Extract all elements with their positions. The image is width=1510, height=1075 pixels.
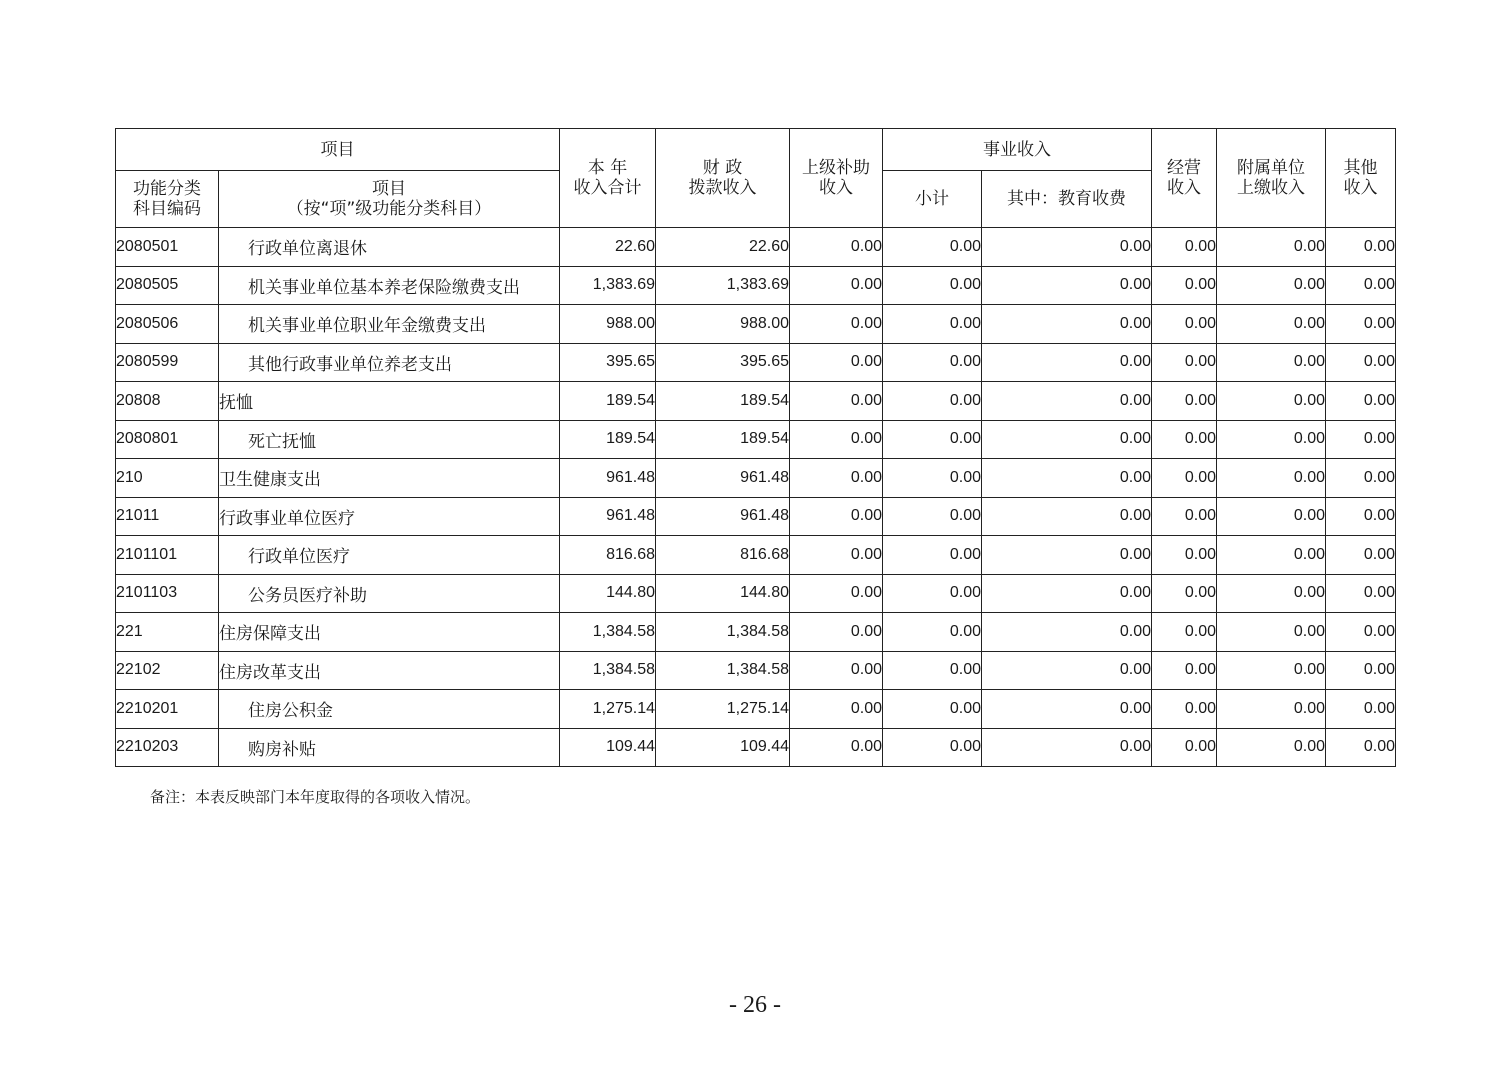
row-value: 0.00 [790, 459, 883, 498]
row-value: 109.44 [656, 728, 790, 767]
row-value: 0.00 [790, 497, 883, 536]
table-row [116, 497, 1396, 536]
row-value: 1,383.69 [656, 266, 790, 305]
table-row [116, 613, 1396, 652]
row-value: 0.00 [982, 574, 1152, 613]
row-value: 961.48 [560, 459, 656, 498]
row-value: 0.00 [982, 728, 1152, 767]
row-name: 机关事业单位基本养老保险缴费支出 [219, 266, 560, 305]
row-value: 0.00 [1217, 690, 1326, 729]
row-value: 961.48 [656, 497, 790, 536]
row-value: 0.00 [790, 382, 883, 421]
row-code: 2080506 [116, 305, 219, 344]
row-value: 0.00 [1217, 420, 1326, 459]
row-name: 卫生健康支出 [219, 459, 560, 498]
table-row [116, 420, 1396, 459]
row-value: 0.00 [1217, 459, 1326, 498]
row-value: 0.00 [883, 343, 982, 382]
row-value: 0.00 [1217, 613, 1326, 652]
row-value: 0.00 [1152, 382, 1217, 421]
header-affiliated: 附属单位 上缴收入 [1217, 129, 1326, 228]
row-value: 0.00 [1217, 497, 1326, 536]
row-value: 0.00 [883, 613, 982, 652]
row-code: 2080501 [116, 228, 219, 267]
header-annual-total: 本 年 收入合计 [560, 129, 656, 228]
row-value: 0.00 [1152, 497, 1217, 536]
row-value: 0.00 [1217, 343, 1326, 382]
row-value: 0.00 [883, 305, 982, 344]
row-code: 2210201 [116, 690, 219, 729]
row-name: 住房改革支出 [219, 651, 560, 690]
table-row [116, 305, 1396, 344]
header-item-name: 项目 （按“项”级功能分类科目） [219, 171, 560, 228]
row-name: 购房补贴 [219, 728, 560, 767]
row-value: 0.00 [1217, 651, 1326, 690]
row-value: 0.00 [1152, 728, 1217, 767]
row-value: 0.00 [1326, 382, 1396, 421]
row-value: 0.00 [1217, 228, 1326, 267]
row-value: 0.00 [982, 497, 1152, 536]
row-code: 22102 [116, 651, 219, 690]
row-value: 0.00 [790, 728, 883, 767]
row-value: 988.00 [560, 305, 656, 344]
row-value: 0.00 [883, 728, 982, 767]
income-table [115, 128, 1396, 767]
row-value: 22.60 [656, 228, 790, 267]
row-value: 22.60 [560, 228, 656, 267]
row-value: 0.00 [982, 228, 1152, 267]
row-value: 0.00 [790, 651, 883, 690]
row-value: 961.48 [560, 497, 656, 536]
row-value: 0.00 [790, 343, 883, 382]
row-value: 0.00 [1326, 228, 1396, 267]
row-value: 0.00 [790, 613, 883, 652]
table-row [116, 228, 1396, 267]
row-name: 其他行政事业单位养老支出 [219, 343, 560, 382]
row-value: 1,384.58 [656, 613, 790, 652]
row-value: 0.00 [1152, 459, 1217, 498]
row-code: 20808 [116, 382, 219, 421]
row-value: 0.00 [982, 343, 1152, 382]
row-value: 0.00 [982, 536, 1152, 575]
row-value: 0.00 [1217, 266, 1326, 305]
row-name: 行政单位医疗 [219, 536, 560, 575]
header-superior-subsidy: 上级补助 收入 [790, 129, 883, 228]
row-value: 0.00 [1152, 228, 1217, 267]
table-row [116, 651, 1396, 690]
row-value: 816.68 [560, 536, 656, 575]
header-project: 项目 [116, 129, 560, 171]
row-name: 行政事业单位医疗 [219, 497, 560, 536]
row-value: 0.00 [790, 536, 883, 575]
row-value: 0.00 [883, 266, 982, 305]
row-value: 0.00 [1152, 690, 1217, 729]
row-value: 0.00 [1326, 651, 1396, 690]
row-name: 抚恤 [219, 382, 560, 421]
row-value: 0.00 [1152, 613, 1217, 652]
row-name: 机关事业单位职业年金缴费支出 [219, 305, 560, 344]
row-code: 221 [116, 613, 219, 652]
row-value: 1,275.14 [656, 690, 790, 729]
row-code: 2101103 [116, 574, 219, 613]
table-row [116, 266, 1396, 305]
row-value: 0.00 [1326, 613, 1396, 652]
table-row [116, 459, 1396, 498]
row-value: 0.00 [1217, 574, 1326, 613]
row-value: 0.00 [1217, 536, 1326, 575]
row-value: 0.00 [883, 459, 982, 498]
table-row [116, 382, 1396, 421]
row-value: 189.54 [656, 382, 790, 421]
row-value: 0.00 [982, 690, 1152, 729]
header-education-fee: 其中：教育收费 [982, 171, 1152, 228]
row-value: 0.00 [1326, 690, 1396, 729]
row-name: 公务员医疗补助 [219, 574, 560, 613]
row-value: 1,275.14 [560, 690, 656, 729]
row-value: 0.00 [1152, 420, 1217, 459]
row-value: 0.00 [982, 305, 1152, 344]
row-value: 189.54 [656, 420, 790, 459]
row-code: 2080505 [116, 266, 219, 305]
row-value: 0.00 [1326, 343, 1396, 382]
row-value: 961.48 [656, 459, 790, 498]
row-value: 988.00 [656, 305, 790, 344]
row-value: 189.54 [560, 382, 656, 421]
row-value: 1,383.69 [560, 266, 656, 305]
page-number: - 26 - [729, 992, 781, 1018]
row-value: 0.00 [1326, 305, 1396, 344]
row-name: 死亡抚恤 [219, 420, 560, 459]
row-value: 0.00 [982, 382, 1152, 421]
table-row [116, 574, 1396, 613]
row-value: 0.00 [790, 305, 883, 344]
row-value: 0.00 [982, 651, 1152, 690]
row-value: 0.00 [982, 420, 1152, 459]
table-body [116, 228, 1396, 767]
row-code: 210 [116, 459, 219, 498]
row-value: 0.00 [790, 266, 883, 305]
row-value: 816.68 [656, 536, 790, 575]
header-fiscal: 财 政 拨款收入 [656, 129, 790, 228]
row-value: 0.00 [883, 497, 982, 536]
row-value: 0.00 [982, 613, 1152, 652]
header-other: 其他 收入 [1326, 129, 1396, 228]
header-subtotal: 小计 [883, 171, 982, 228]
row-value: 0.00 [1217, 728, 1326, 767]
row-code: 2101101 [116, 536, 219, 575]
row-value: 0.00 [1152, 305, 1217, 344]
table-note: 备注：本表反映部门本年度取得的各项收入情况。 [150, 788, 481, 806]
row-value: 144.80 [656, 574, 790, 613]
row-value: 395.65 [656, 343, 790, 382]
row-code: 2080599 [116, 343, 219, 382]
row-value: 0.00 [1326, 459, 1396, 498]
row-value: 395.65 [560, 343, 656, 382]
row-value: 0.00 [1152, 343, 1217, 382]
row-value: 0.00 [883, 228, 982, 267]
header-operating: 经营 收入 [1152, 129, 1217, 228]
header-func-code: 功能分类 科目编码 [116, 171, 219, 228]
row-value: 0.00 [1217, 382, 1326, 421]
row-value: 0.00 [1152, 536, 1217, 575]
row-value: 0.00 [1152, 266, 1217, 305]
row-value: 0.00 [883, 690, 982, 729]
row-value: 0.00 [883, 574, 982, 613]
row-value: 1,384.58 [560, 651, 656, 690]
row-value: 0.00 [883, 651, 982, 690]
row-value: 0.00 [883, 536, 982, 575]
row-value: 0.00 [790, 228, 883, 267]
row-value: 0.00 [1326, 497, 1396, 536]
row-value: 0.00 [790, 420, 883, 459]
row-value: 1,384.58 [560, 613, 656, 652]
row-value: 0.00 [790, 690, 883, 729]
row-value: 109.44 [560, 728, 656, 767]
row-name: 行政单位离退休 [219, 228, 560, 267]
table-row [116, 728, 1396, 767]
row-value: 0.00 [1152, 574, 1217, 613]
row-name: 住房公积金 [219, 690, 560, 729]
table-row [116, 343, 1396, 382]
table-row [116, 536, 1396, 575]
header-business-income: 事业收入 [883, 129, 1152, 171]
row-value: 0.00 [1326, 728, 1396, 767]
table-row [116, 690, 1396, 729]
row-code: 21011 [116, 497, 219, 536]
row-value: 0.00 [883, 420, 982, 459]
row-value: 0.00 [1326, 536, 1396, 575]
row-value: 0.00 [1217, 305, 1326, 344]
row-code: 2210203 [116, 728, 219, 767]
row-value: 1,384.58 [656, 651, 790, 690]
row-value: 0.00 [883, 382, 982, 421]
row-value: 0.00 [982, 266, 1152, 305]
row-value: 0.00 [1152, 651, 1217, 690]
row-value: 0.00 [1326, 420, 1396, 459]
row-value: 144.80 [560, 574, 656, 613]
row-value: 0.00 [790, 574, 883, 613]
row-value: 0.00 [982, 459, 1152, 498]
row-value: 189.54 [560, 420, 656, 459]
row-code: 2080801 [116, 420, 219, 459]
row-value: 0.00 [1326, 266, 1396, 305]
row-value: 0.00 [1326, 574, 1396, 613]
row-name: 住房保障支出 [219, 613, 560, 652]
